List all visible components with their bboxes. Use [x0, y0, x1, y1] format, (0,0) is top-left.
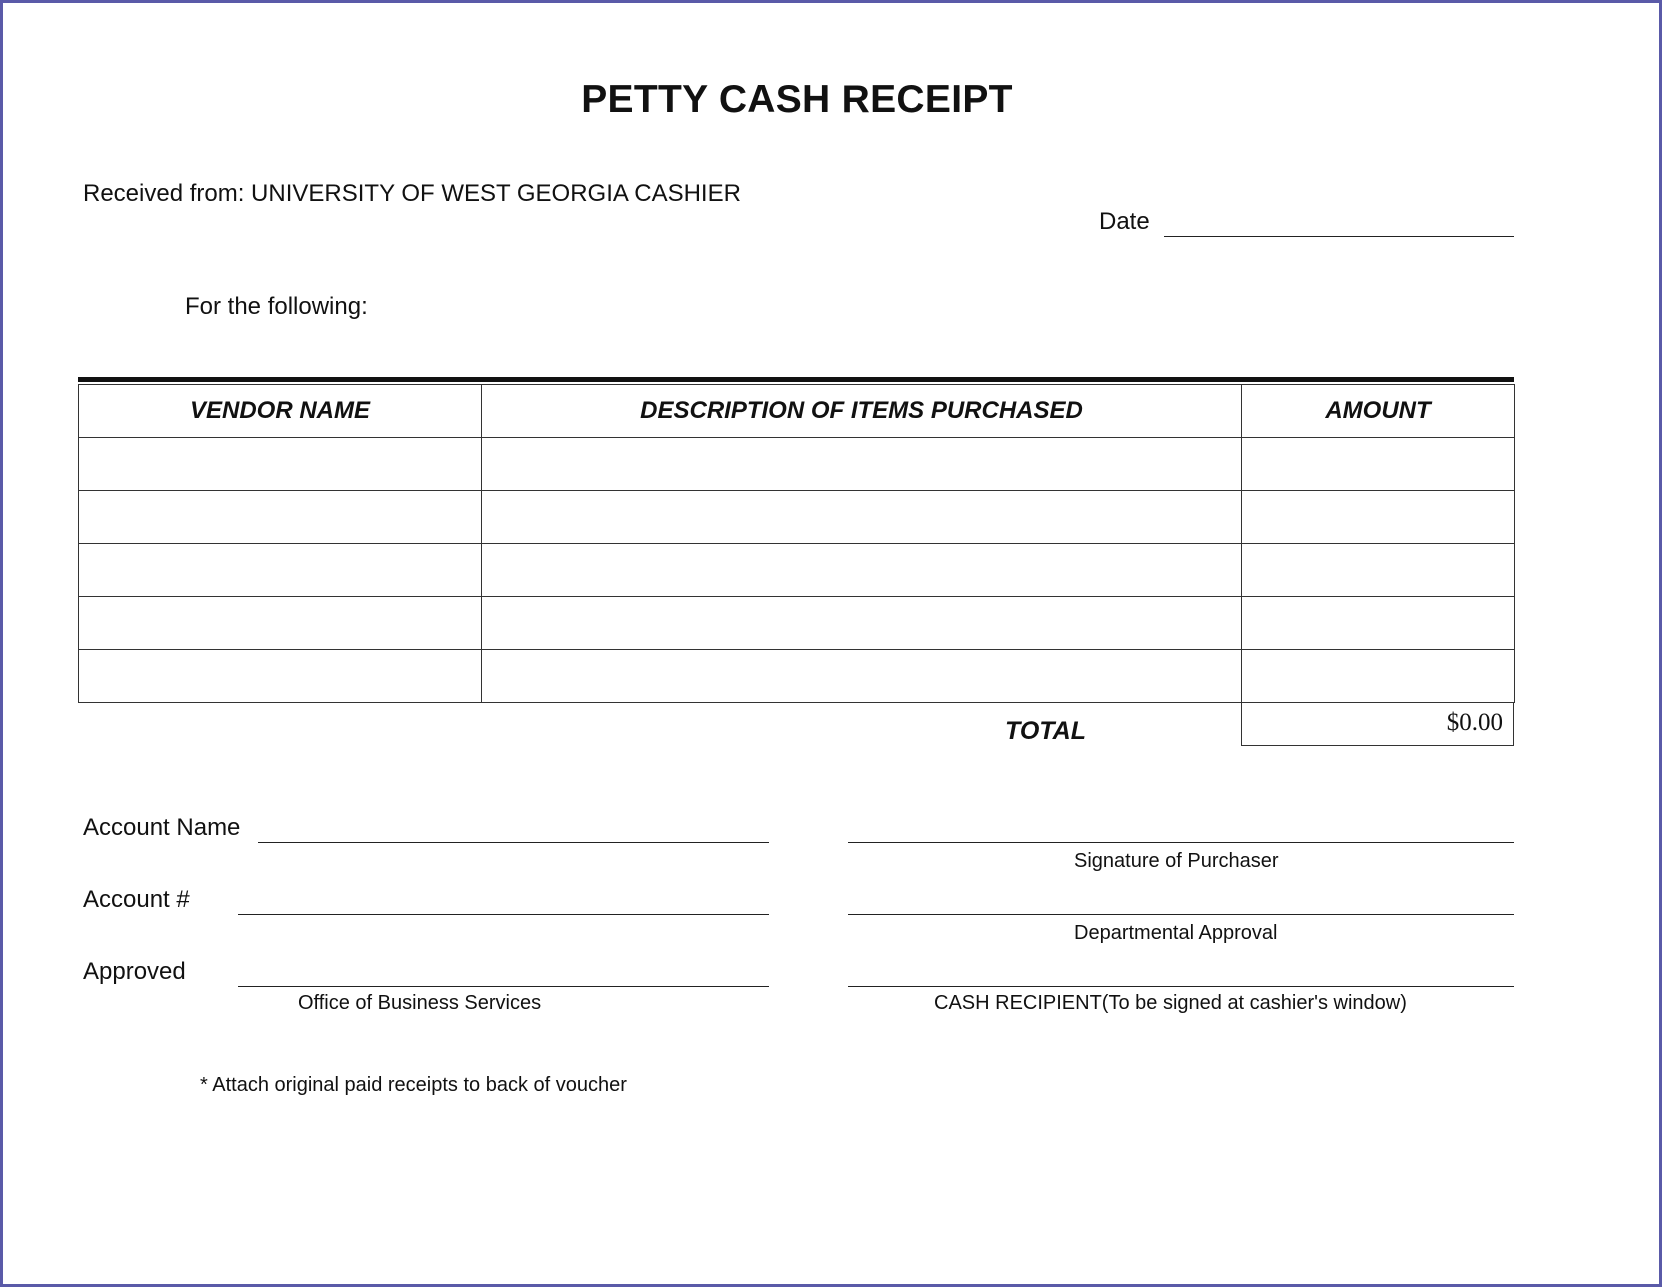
table-row: [79, 544, 1515, 597]
amount-cell[interactable]: [1242, 650, 1515, 703]
vendor-name-header: VENDOR NAME: [79, 385, 482, 438]
vendor-name-cell[interactable]: [79, 438, 482, 491]
amount-cell[interactable]: [1242, 544, 1515, 597]
account-number-line[interactable]: [238, 914, 769, 915]
cash-recipient-caption: CASH RECIPIENT(To be signed at cashier's window): [934, 992, 1407, 1014]
table-header-row: [79, 385, 1515, 438]
vendor-name-cell[interactable]: [79, 544, 482, 597]
amount-header: AMOUNT: [1242, 385, 1515, 438]
table-row: [79, 597, 1515, 650]
table-row: [79, 650, 1515, 703]
departmental-approval-caption: Departmental Approval: [1074, 922, 1278, 944]
items-table: [78, 384, 1515, 703]
account-name-line[interactable]: [258, 842, 769, 843]
attach-receipts-note: * Attach original paid receipts to back of voucher: [200, 1074, 627, 1096]
purchaser-signature-caption: Signature of Purchaser: [1074, 850, 1279, 872]
table-row: [79, 491, 1515, 544]
amount-cell[interactable]: [1242, 491, 1515, 544]
amount-cell[interactable]: [1242, 438, 1515, 491]
description-cell[interactable]: [482, 597, 1242, 650]
date-field-line[interactable]: [1164, 236, 1514, 237]
approved-label: Approved: [83, 958, 186, 985]
purchaser-signature-line[interactable]: [848, 842, 1514, 843]
received-from-text: Received from: UNIVERSITY OF WEST GEORGIA CASHIER: [83, 180, 741, 207]
approved-line[interactable]: [238, 986, 769, 987]
for-following-label: For the following:: [185, 293, 368, 320]
amount-cell[interactable]: [1242, 597, 1515, 650]
table-top-rule: [78, 377, 1514, 382]
total-amount-value: $0.00: [1446, 709, 1503, 736]
description-cell[interactable]: [482, 438, 1242, 491]
account-name-label: Account Name: [83, 814, 241, 841]
page-title: PETTY CASH RECEIPT: [581, 78, 1013, 121]
date-label: Date: [1099, 208, 1150, 235]
account-number-label: Account #: [83, 886, 190, 913]
vendor-name-cell[interactable]: [79, 650, 482, 703]
cash-recipient-line[interactable]: [848, 986, 1514, 987]
table-row: [79, 438, 1515, 491]
vendor-name-cell[interactable]: [79, 491, 482, 544]
description-cell[interactable]: [482, 650, 1242, 703]
total-label: TOTAL: [1005, 717, 1087, 745]
description-header: DESCRIPTION OF ITEMS PURCHASED: [482, 385, 1242, 438]
total-amount-box: [1241, 703, 1514, 746]
office-business-services-caption: Office of Business Services: [298, 992, 542, 1014]
description-cell[interactable]: [482, 491, 1242, 544]
vendor-name-cell[interactable]: [79, 597, 482, 650]
description-cell[interactable]: [482, 544, 1242, 597]
departmental-approval-line[interactable]: [848, 914, 1514, 915]
